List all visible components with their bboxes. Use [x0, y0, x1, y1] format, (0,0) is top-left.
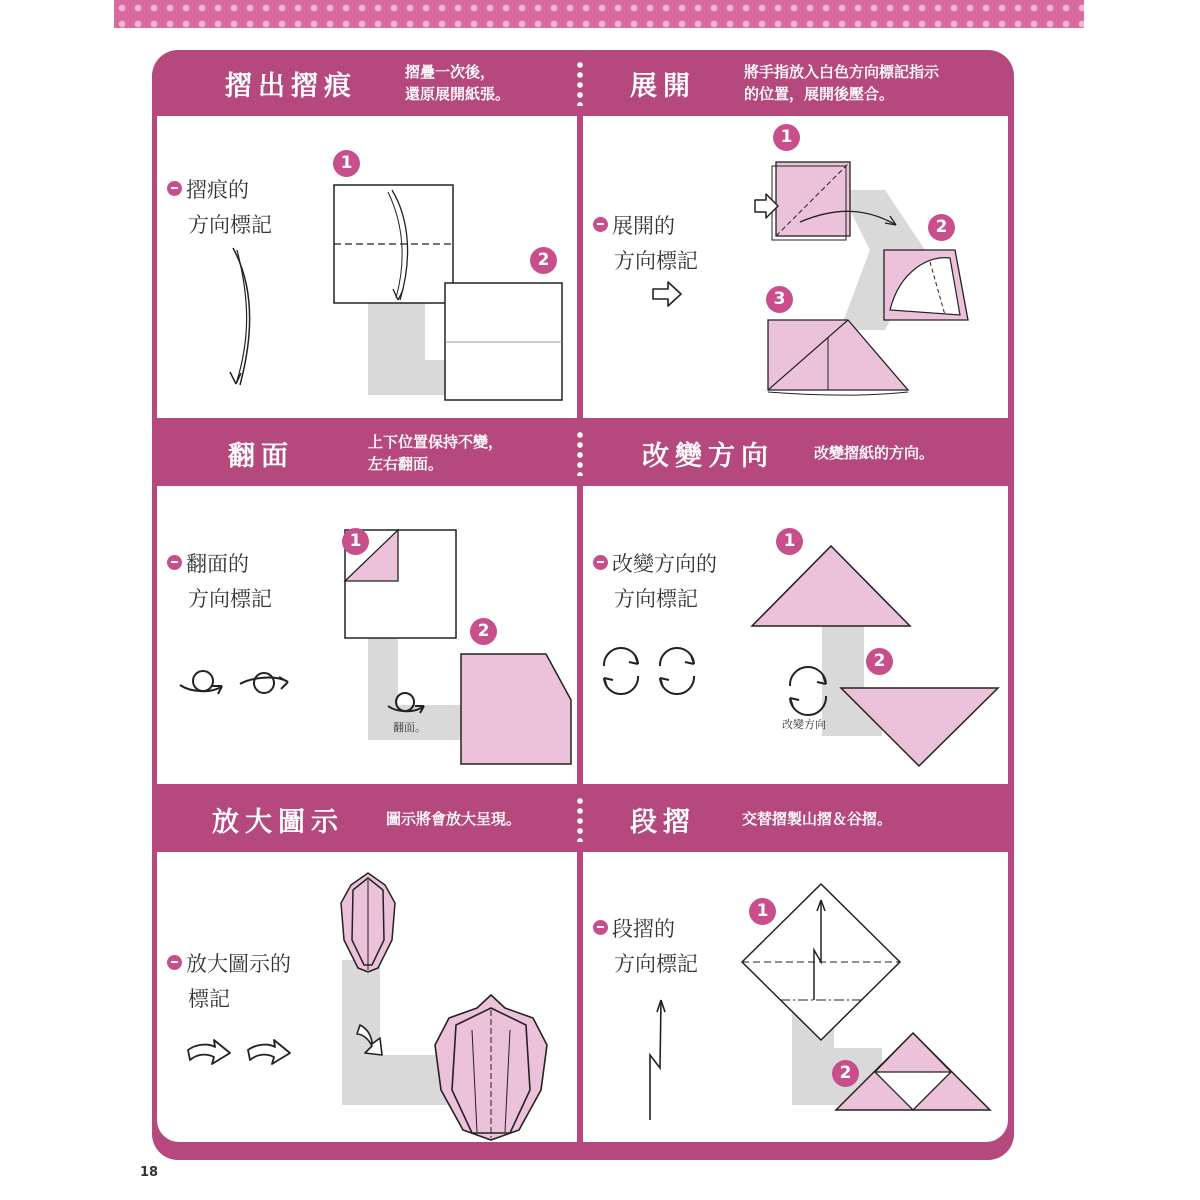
- crease-mark-label: 摺痕的 方向標記: [167, 173, 272, 243]
- turn-over-mark-label: 翻面的 方向標記: [167, 547, 272, 617]
- header-divider: [577, 60, 583, 106]
- bullet-icon: [167, 955, 182, 970]
- section-title: 段摺: [630, 806, 696, 838]
- section-header-crease: [180, 54, 575, 112]
- section-title: 展開: [630, 70, 696, 102]
- section-description: 上下位置保持不變， 左右翻面。: [368, 433, 504, 473]
- step-number: 3: [766, 286, 793, 313]
- step-number: 2: [530, 247, 557, 274]
- pleat-mark-label: 段摺的 方向標記: [593, 912, 698, 982]
- panel-divider: [578, 118, 582, 416]
- panel-divider: [578, 854, 582, 1140]
- step-number: 2: [928, 214, 955, 241]
- rotate-caption: 改變方向: [782, 718, 826, 731]
- step-number: 2: [866, 648, 893, 675]
- section-description: 將手指放入白色方向標記指示 的位置，展開後壓合。: [744, 63, 940, 103]
- header-divider: [577, 430, 583, 476]
- section-title: 翻面: [228, 440, 294, 472]
- turn-over-caption: 翻面。: [393, 721, 426, 734]
- step-number: 1: [776, 528, 803, 555]
- step-number: 1: [749, 898, 776, 925]
- section-description: 交替摺製山摺＆谷摺。: [742, 810, 893, 828]
- bullet-icon: [167, 181, 182, 196]
- rotate-mark-label: 改變方向的 方向標記: [593, 547, 717, 617]
- section-description: 圖示將會放大呈現。: [386, 810, 522, 828]
- section-title: 放大圖示: [212, 806, 344, 838]
- page-number: 18: [140, 1165, 159, 1180]
- step-number: 2: [470, 618, 497, 645]
- bullet-icon: [593, 920, 608, 935]
- section-header-unfold: [600, 54, 1000, 112]
- decorative-top-band: [114, 0, 1084, 28]
- section-title: 改變方向: [642, 440, 774, 472]
- step-number: 1: [333, 150, 360, 177]
- section-header-turn-over: [180, 424, 575, 482]
- step-number: 2: [832, 1060, 859, 1087]
- step-number: 1: [342, 528, 369, 555]
- section-title: 摺出摺痕: [225, 70, 357, 102]
- section-header-rotate: [600, 424, 1000, 482]
- unfold-mark-label: 展開的 方向標記: [593, 209, 698, 279]
- panel-divider: [578, 488, 582, 782]
- pleat-diagram: [0, 0, 1, 1]
- section-header-enlarge: [180, 790, 575, 848]
- header-divider: [577, 796, 583, 842]
- step-number: 1: [773, 124, 800, 151]
- bullet-icon: [593, 217, 608, 232]
- section-description: 摺疊一次後， 還原展開紙張。: [405, 63, 511, 103]
- enlarge-mark-label: 放大圖示的 標記: [167, 947, 291, 1017]
- bullet-icon: [593, 555, 608, 570]
- bullet-icon: [167, 555, 182, 570]
- section-header-pleat: [600, 790, 1000, 848]
- section-description: 改變摺紙的方向。: [814, 444, 935, 462]
